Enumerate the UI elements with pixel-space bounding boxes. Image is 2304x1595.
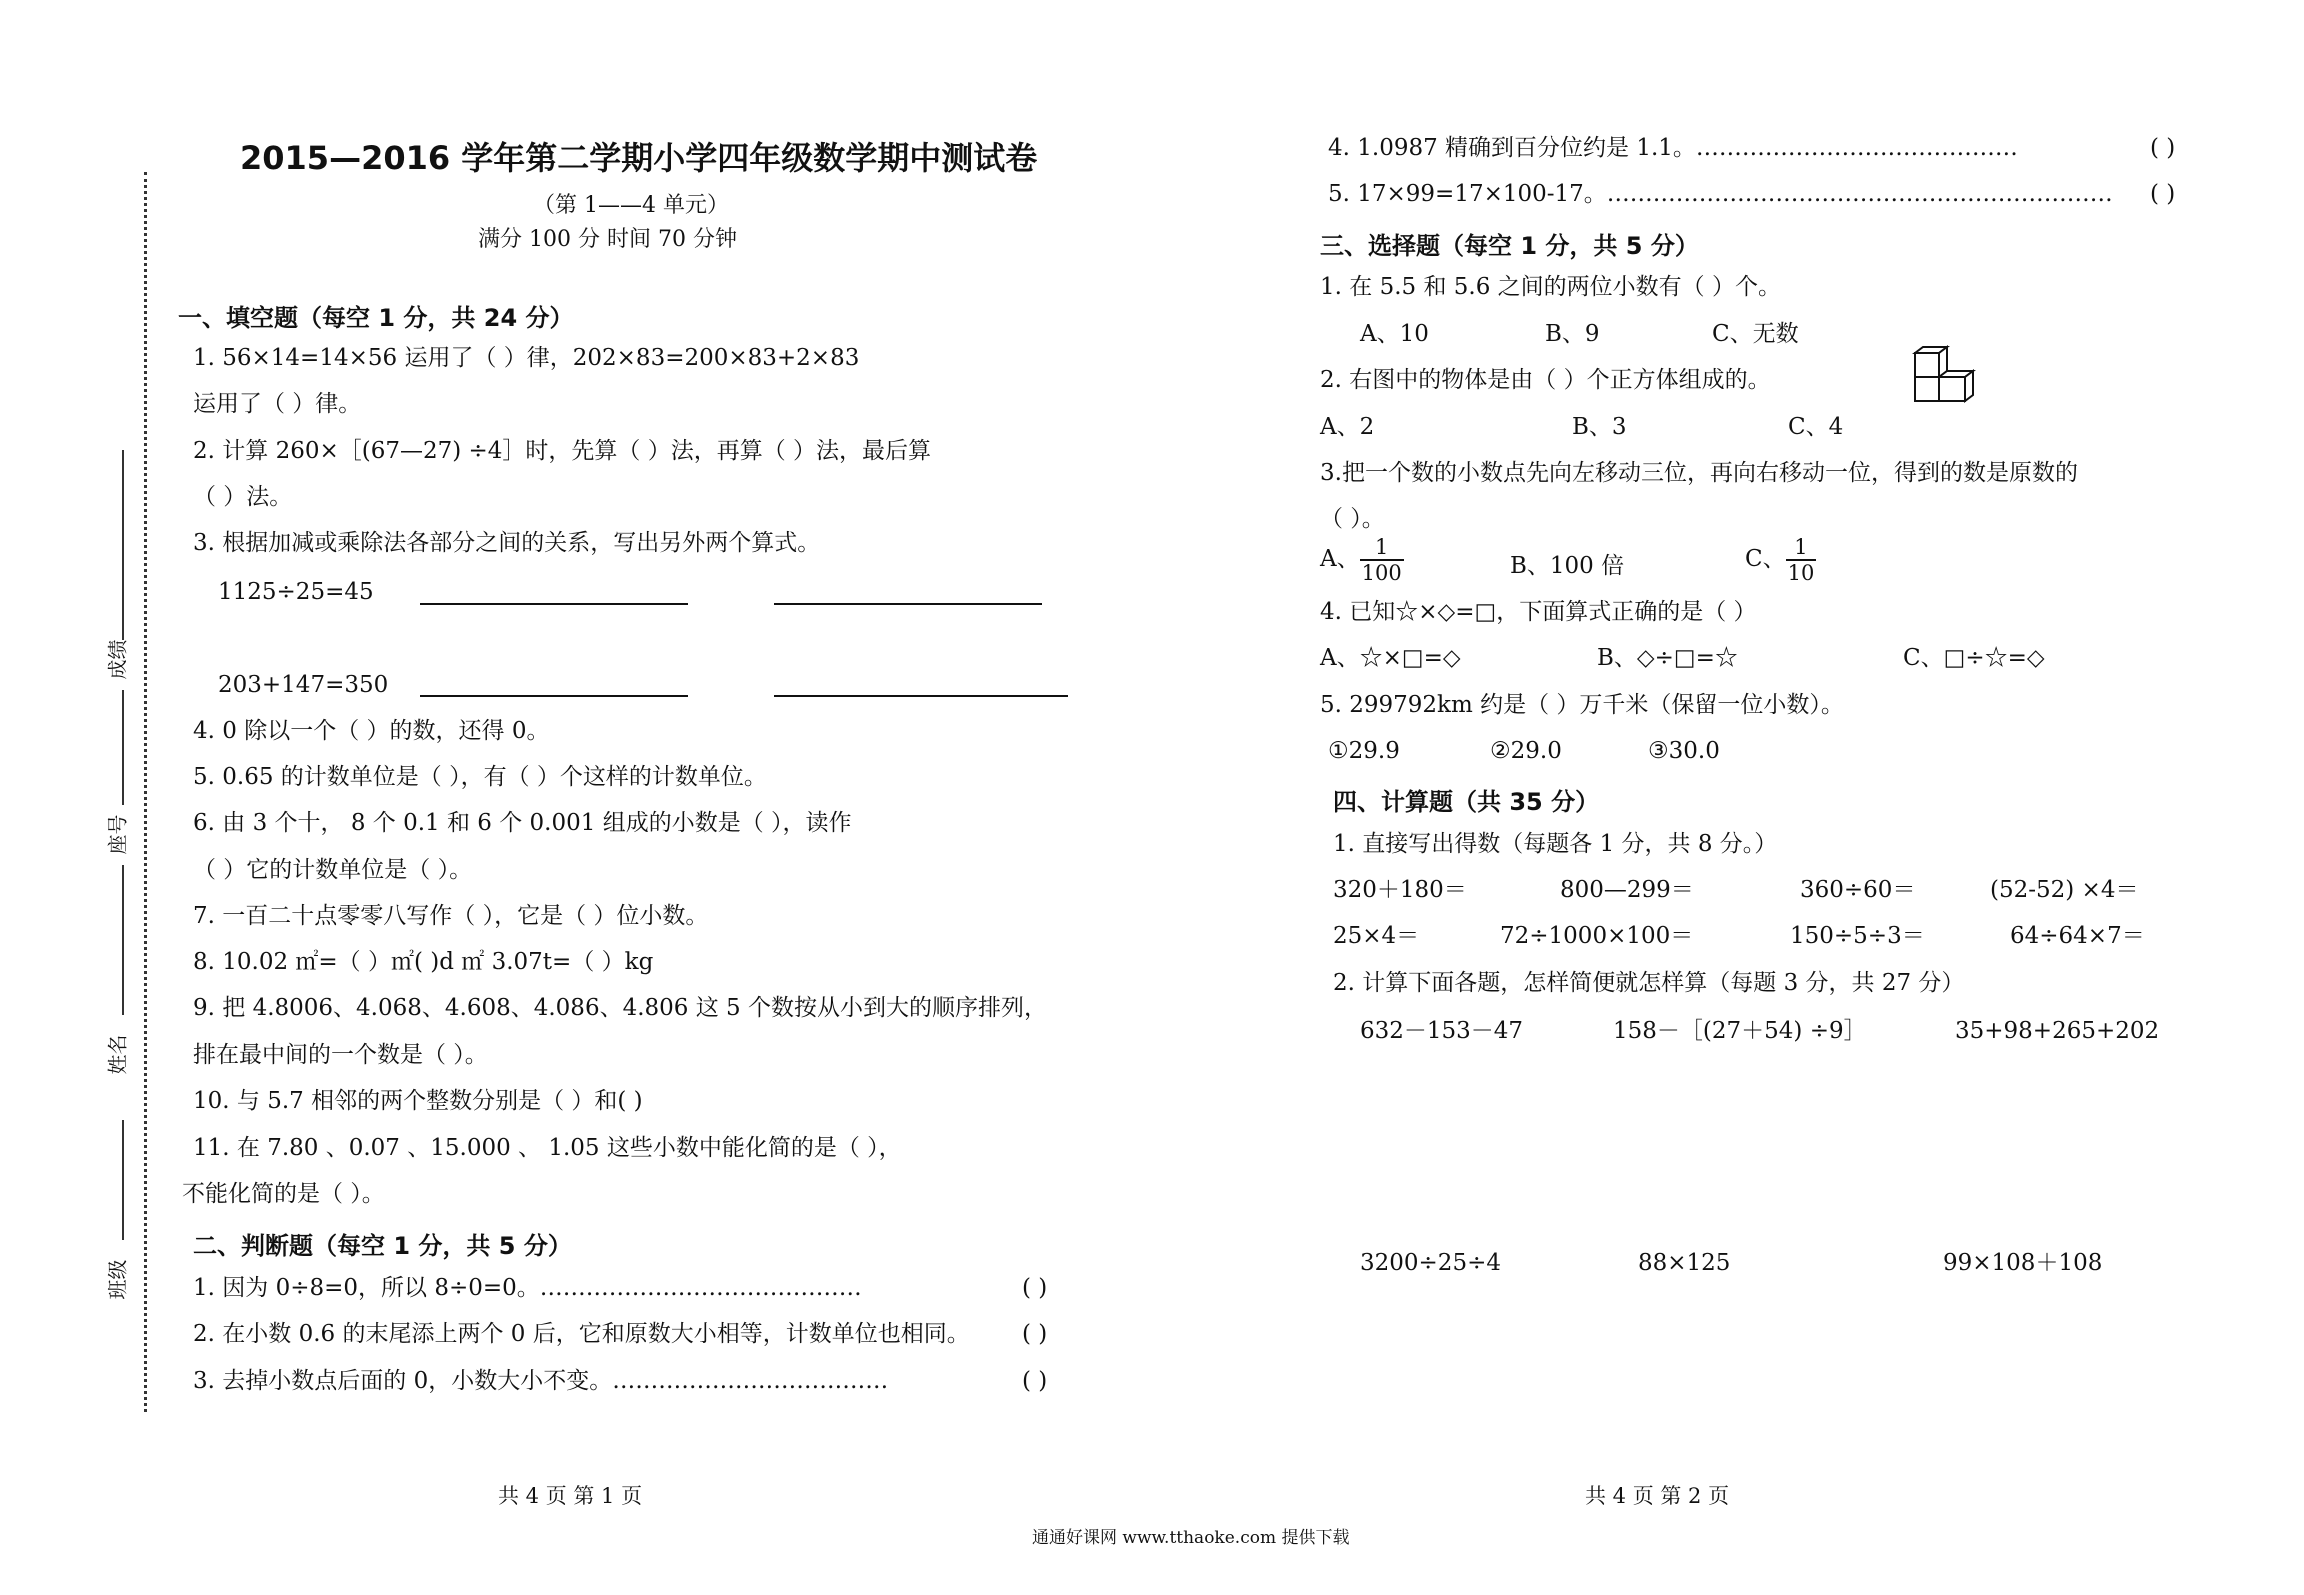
s3-q3b: （ ）。 bbox=[1320, 506, 1385, 532]
s1-q6b: （ ）它的计数单位是（ ）。 bbox=[193, 857, 473, 883]
s3-q5-opt-2: ②29.0 bbox=[1490, 738, 1562, 764]
s1-q5: 5. 0.65 的计数单位是（ ），有（ ）个这样的计数单位。 bbox=[193, 764, 767, 790]
s3-q3a: 3.把一个数的小数点先向左移动三位，再向右移动一位，得到的数是原数的 bbox=[1320, 460, 2078, 486]
exam-units: （第 1——4 单元） bbox=[533, 193, 729, 218]
s2-item-2: 2. 在小数 0.6 的末尾添上两个 0 后，它和原数大小相等，计数单位也相同。 bbox=[193, 1321, 970, 1347]
exam-title: 2015—2016 学年第二学期小学四年级数学期中测试卷 bbox=[240, 139, 1038, 177]
answer-line[interactable] bbox=[774, 603, 1042, 605]
label-score: 成绩 bbox=[105, 639, 130, 680]
calc-4: (52-52) ×4＝ bbox=[1990, 877, 2139, 903]
s2-item-1-paren[interactable]: ( ) bbox=[1022, 1275, 1048, 1301]
s3-q5: 5. 299792km 约是（ ）万千米（保留一位小数）。 bbox=[1320, 692, 1844, 718]
binding-dotted-line bbox=[144, 172, 147, 1412]
s2-item-4: 4. 1.0987 精确到百分位约是 1.1。…………………………………… bbox=[1328, 135, 2018, 161]
calc-14: 99×108＋108 bbox=[1943, 1250, 2103, 1276]
s4-part2: 2. 计算下面各题，怎样简便就怎样算（每题 3 分，共 27 分） bbox=[1333, 970, 1965, 996]
s2-item-3: 3. 去掉小数点后面的 0，小数大小不变。……………………………… bbox=[193, 1368, 889, 1394]
calc-13: 88×125 bbox=[1638, 1250, 1731, 1276]
s2-item-1: 1. 因为 0÷8=0，所以 8÷0=0。…………………………………… bbox=[193, 1275, 862, 1301]
answer-line[interactable] bbox=[420, 695, 688, 697]
fraction-one-tenth bbox=[1786, 535, 1817, 585]
section2-heading: 二、判断题（每空 1 分，共 5 分） bbox=[193, 1232, 572, 1260]
answer-line[interactable] bbox=[420, 603, 688, 605]
s3-q2-opt-c: C、4 bbox=[1788, 414, 1844, 440]
s3-q3-opt-a-label: A、 bbox=[1320, 546, 1360, 572]
s1-q2a: 2. 计算 260×［(67—27) ÷4］时，先算（ ）法，再算（ ）法，最后算 bbox=[193, 438, 932, 464]
s1-q4: 4. 0 除以一个（ ）的数，还得 0。 bbox=[193, 718, 550, 744]
calc-12: 3200÷25÷4 bbox=[1360, 1250, 1501, 1276]
s3-q2-opt-b: B、3 bbox=[1572, 414, 1627, 440]
calc-5: 25×4＝ bbox=[1333, 923, 1420, 949]
calc-6: 72÷1000×100＝ bbox=[1500, 923, 1694, 949]
section1-heading: 一、填空题（每空 1 分，共 24 分） bbox=[178, 304, 574, 332]
calc-7: 150÷5÷3＝ bbox=[1790, 923, 1925, 949]
s3-q1-opt-c: C、无数 bbox=[1712, 321, 1799, 347]
s3-q1-opt-b: B、9 bbox=[1545, 321, 1600, 347]
footer-source: 通通好课网 www.tthaoke.com 提供下载 bbox=[1032, 1528, 1350, 1548]
s3-q5-opt-3: ③30.0 bbox=[1648, 738, 1720, 764]
s1-q3-eq1: 1125÷25=45 bbox=[218, 579, 374, 605]
s1-q3: 3. 根据加减或乘除法各部分之间的关系，写出另外两个算式。 bbox=[193, 530, 821, 556]
s1-q1b: 运用了（ ）律。 bbox=[193, 391, 362, 417]
s2-item-5: 5. 17×99=17×100-17。………………………………………………………… bbox=[1328, 181, 2113, 207]
s1-q9b: 排在最中间的一个数是（ ）。 bbox=[193, 1042, 488, 1068]
s1-q7: 7. 一百二十点零零八写作（ ），它是（ ）位小数。 bbox=[193, 903, 709, 929]
calc-3: 360÷60＝ bbox=[1800, 877, 1916, 903]
calc-8: 64÷64×7＝ bbox=[2010, 923, 2145, 949]
cube-stack-figure bbox=[1905, 345, 1983, 411]
s1-q11b: 不能化简的是（ ）。 bbox=[182, 1181, 385, 1207]
s3-q5-opt-1: ①29.9 bbox=[1328, 738, 1400, 764]
fraction-one-hundredth bbox=[1360, 535, 1404, 585]
s4-part1: 1. 直接写出得数（每题各 1 分，共 8 分。） bbox=[1333, 831, 1778, 857]
section3-heading: 三、选择题（每空 1 分，共 5 分） bbox=[1320, 232, 1699, 260]
calc-10: 158－［(27＋54) ÷9］ bbox=[1613, 1018, 1867, 1044]
answer-line[interactable] bbox=[774, 695, 1068, 697]
s3-q3-opt-a bbox=[1320, 535, 1404, 585]
label-seat-number: 座号 bbox=[105, 814, 130, 855]
s1-q8: 8. 10.02 ㎡=（ ）㎡( )d ㎡ 3.07t=（ ）kg bbox=[193, 949, 654, 975]
s3-q4-opt-a: A、☆×□=◇ bbox=[1320, 645, 1461, 671]
s1-q11a: 11. 在 7.80 、0.07 、15.000 、 1.05 这些小数中能化简的是（ ）， bbox=[193, 1135, 902, 1161]
s3-q4-opt-b: B、◇÷□=☆ bbox=[1597, 645, 1738, 671]
s2-item-2-paren[interactable]: ( ) bbox=[1022, 1321, 1048, 1347]
s1-q2b: （ ）法。 bbox=[193, 484, 293, 510]
footer-left-page: 共 4 页 第 1 页 bbox=[498, 1484, 643, 1508]
calc-1: 320＋180＝ bbox=[1333, 877, 1467, 903]
s2-item-5-paren[interactable]: ( ) bbox=[2150, 181, 2176, 207]
calc-2: 800—299＝ bbox=[1560, 877, 1694, 903]
s3-q1-opt-a: A、10 bbox=[1360, 321, 1429, 347]
s3-q4: 4. 已知☆×◇=□，下面算式正确的是（ ） bbox=[1320, 599, 1757, 625]
section4-heading: 四、计算题（共 35 分） bbox=[1333, 788, 1600, 816]
s1-q9a: 9. 把 4.8006、4.068、4.608、4.086、4.806 这 5 个数按从小到大的顺序排列， bbox=[193, 995, 1047, 1021]
calc-11: 35+98+265+202 bbox=[1955, 1018, 2160, 1044]
s1-q3-eq2: 203+147=350 bbox=[218, 672, 389, 698]
s3-q1: 1. 在 5.5 和 5.6 之间的两位小数有（ ）个。 bbox=[1320, 274, 1781, 300]
fraction-numerator: 1 bbox=[1786, 535, 1817, 561]
fraction-denominator: 10 bbox=[1787, 561, 1815, 585]
s3-q3-opt-c-label: C、 bbox=[1745, 546, 1786, 572]
s2-item-4-paren[interactable]: ( ) bbox=[2150, 135, 2176, 161]
label-class: 班级 bbox=[105, 1259, 130, 1300]
s2-item-3-paren[interactable]: ( ) bbox=[1022, 1368, 1048, 1394]
s3-q2-opt-a: A、2 bbox=[1320, 414, 1375, 440]
s1-q10: 10. 与 5.7 相邻的两个整数分别是（ ）和( ) bbox=[193, 1088, 643, 1114]
s3-q2: 2. 右图中的物体是由（ ）个正方体组成的。 bbox=[1320, 367, 1771, 393]
s3-q4-opt-c: C、□÷☆=◇ bbox=[1903, 645, 2045, 671]
s1-q6a: 6. 由 3 个十， 8 个 0.1 和 6 个 0.001 组成的小数是（ ），读作 bbox=[193, 810, 852, 836]
s1-q1a: 1. 56×14=14×56 运用了（ ）律，202×83=200×83+2×83 bbox=[193, 345, 860, 371]
footer-right-page: 共 4 页 第 2 页 bbox=[1585, 1484, 1730, 1508]
label-name: 姓名 bbox=[105, 1034, 130, 1075]
s3-q3-opt-c bbox=[1745, 535, 1816, 585]
calc-9: 632－153－47 bbox=[1360, 1018, 1524, 1044]
fraction-numerator: 1 bbox=[1360, 535, 1404, 561]
fraction-denominator: 100 bbox=[1361, 561, 1402, 585]
exam-score-time: 满分 100 分 时间 70 分钟 bbox=[478, 227, 737, 252]
s3-q3-opt-b: B、100 倍 bbox=[1510, 553, 1625, 579]
